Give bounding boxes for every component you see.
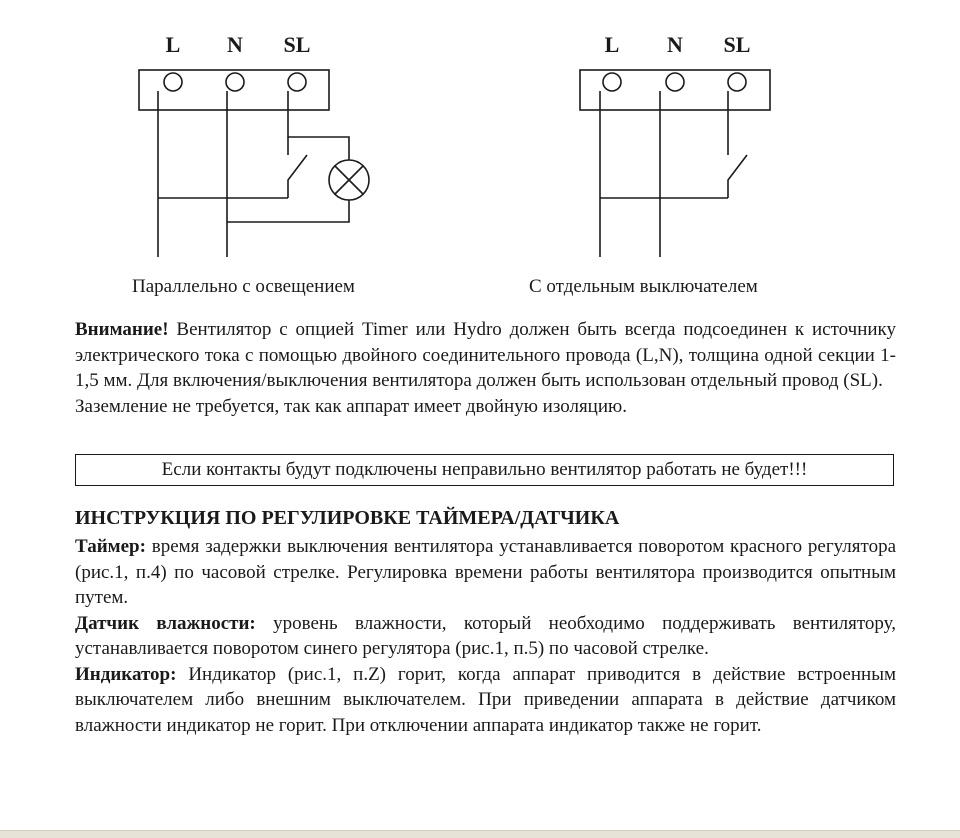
terminal-label-N: N bbox=[227, 32, 243, 57]
terminal-label-SL: SL bbox=[283, 32, 311, 57]
caption-separate-switch: С отдельным выключателем bbox=[529, 276, 758, 297]
indicator-label: Индикатор: bbox=[75, 663, 177, 685]
terminal-label-SL: SL bbox=[723, 32, 751, 57]
wiring-notice-box bbox=[75, 454, 894, 486]
switch bbox=[728, 155, 747, 198]
warning-paragraph bbox=[75, 317, 896, 394]
warning-text: Вентилятор с опцией Timer или Hydro должен быть всегда подсоединен к источнику электрического тока с помощью двойного соединительного провода (L,N), толщина одной секции 1-1,5 мм. Для включения/выключения вентилятора должен быть использован отдельный провод (SL). bbox=[75, 319, 896, 391]
indicator-text: Индикатор (рис.1, п.Z) горит, когда аппарат приводится в действие встроенным выключателем либо внешним выключателем. При приведении аппарата в действие датчиком влажности индикатор не горит. При отключении аппарата индикатор также не горит. bbox=[75, 663, 896, 736]
timer-label: Таймер: bbox=[75, 536, 146, 557]
timer-paragraph bbox=[75, 534, 896, 611]
switch bbox=[288, 155, 307, 198]
wiring-diagrams bbox=[0, 0, 960, 270]
terminal-screw-SL bbox=[728, 73, 746, 91]
diagram-parallel-lighting bbox=[139, 32, 369, 257]
terminal-label-N: N bbox=[667, 32, 683, 57]
warning-label: Внимание! bbox=[75, 319, 169, 340]
terminal-label-L: L bbox=[604, 32, 620, 57]
instructions-heading: ИНСТРУКЦИЯ ПО РЕГУЛИРОВКЕ ТАЙМЕРА/ДАТЧИКА bbox=[75, 507, 620, 529]
wiring-notice-text: Если контакты будут подключены неправильно вентилятор работать не будет!!! bbox=[161, 459, 808, 480]
humidity-text: уровень влажности, который необходимо поддерживать вентилятору, устанавливается поворотом синего регулятора (рис.1, п.5) по часовой стрелке. bbox=[75, 612, 897, 659]
humidity-label: Датчик влажности: bbox=[75, 612, 256, 634]
terminal-screw-SL bbox=[288, 73, 306, 91]
timer-text: время задержки выключения вентилятора устанавливается поворотом красного регулятора (рис.1, п.4) по часовой стрелке. Регулировка времени работы вентилятора производится опытным путем. bbox=[75, 536, 897, 608]
terminal-screw-L bbox=[603, 73, 621, 91]
caption-parallel-lighting: Параллельно с освещением bbox=[132, 276, 355, 297]
diagram-separate-switch bbox=[580, 32, 770, 257]
terminal-screw-N bbox=[226, 73, 244, 91]
wire-SL-to-lamp bbox=[288, 91, 349, 160]
terminal-screw-N bbox=[666, 73, 684, 91]
terminal-label-L: L bbox=[165, 32, 181, 57]
humidity-paragraph bbox=[75, 611, 896, 662]
indicator-paragraph bbox=[75, 662, 896, 739]
terminal-screw-L bbox=[164, 73, 182, 91]
page-bottom-edge bbox=[0, 830, 960, 838]
wire-lamp-to-N bbox=[227, 200, 349, 222]
lamp-icon bbox=[329, 160, 369, 200]
grounding-note: Заземление не требуется, так как аппарат имеет двойную изоляцию. bbox=[75, 395, 627, 417]
warning-section bbox=[75, 317, 896, 419]
instructions-section bbox=[75, 534, 896, 738]
